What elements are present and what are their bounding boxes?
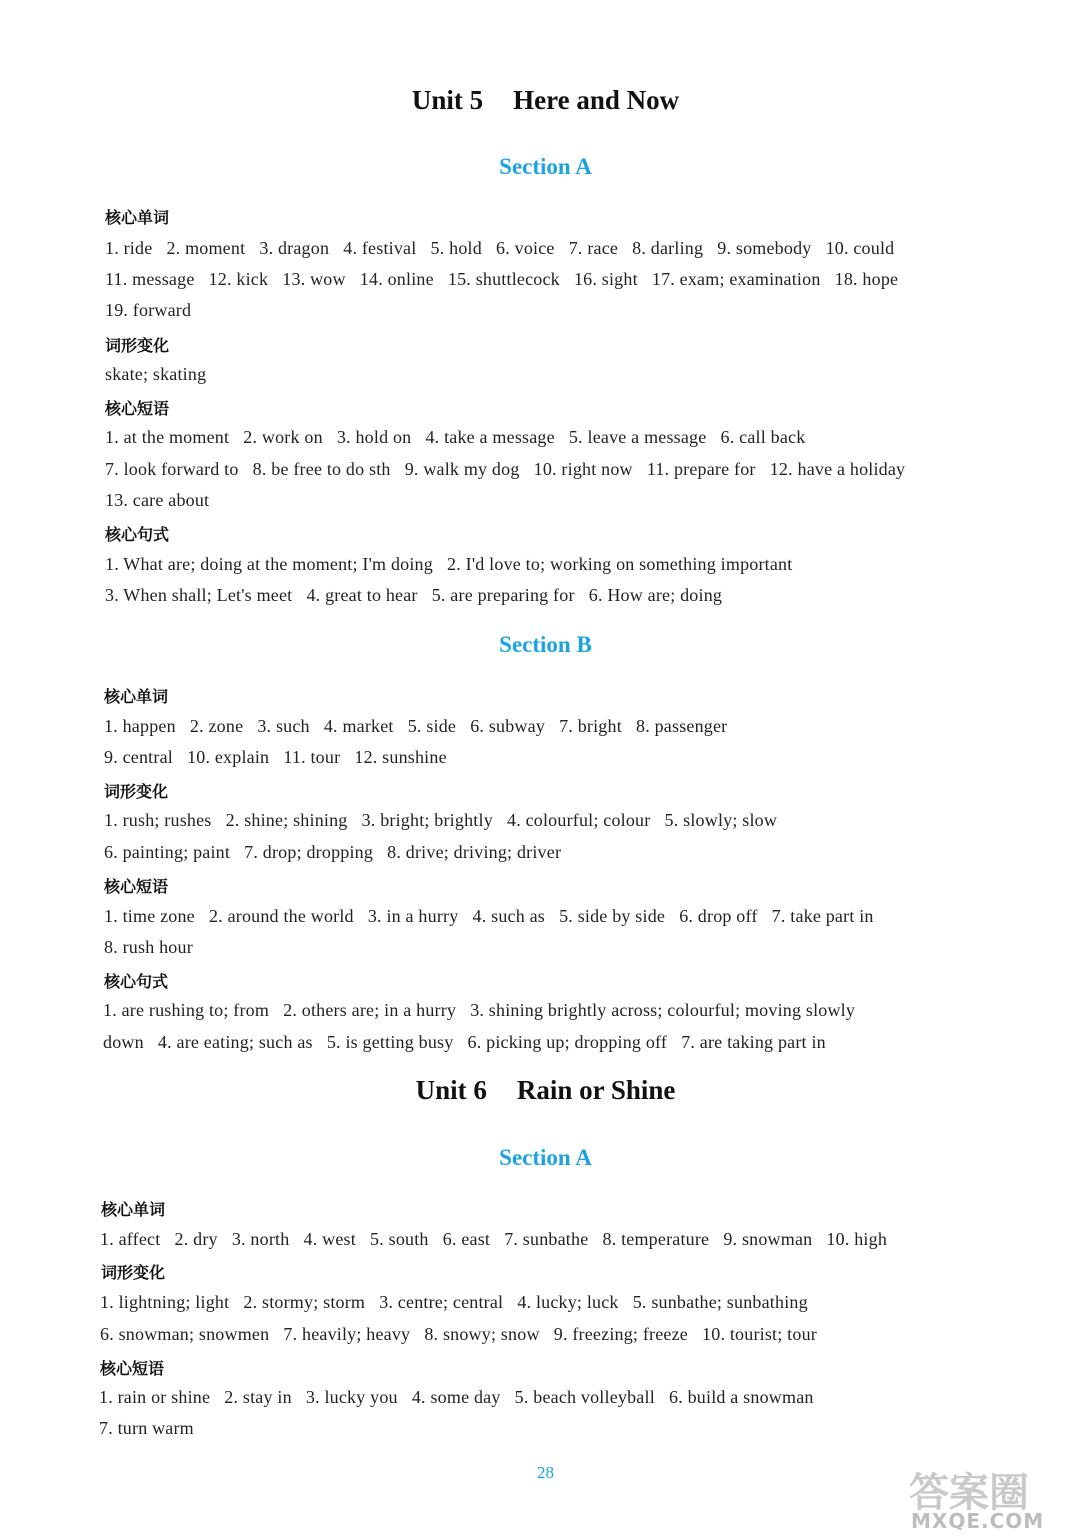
block-label: 词形变化 (101, 1263, 166, 1282)
block-label: 核心单词 (104, 687, 169, 706)
answer-line: 6. painting; paint 7. drop; dropping 8. drive; driving; driver (104, 842, 562, 862)
watermark-glyphs: 答案圈 (909, 1470, 1029, 1516)
answer-line: 9. central 10. explain 11. tour 12. sunshine (104, 747, 447, 767)
unit-6-title (0, 1075, 1091, 1106)
answer-line: 7. look forward to 8. be free to do sth 9. walk my dog 10. right now 11. prepare for 12. have a holiday (105, 459, 906, 479)
unit-5-section-b-title: Section B (499, 632, 592, 657)
answer-line: 1. rush; rushes 2. shine; shining 3. bright; brightly 4. colourful; colour 5. slowly; slow (104, 810, 778, 830)
page-number: 28 (537, 1463, 554, 1482)
block-label: 核心单词 (101, 1200, 166, 1219)
answer-line: 1. rain or shine 2. stay in 3. lucky you 4. some day 5. beach volleyball 6. build a snowman (99, 1387, 814, 1407)
answer-line: 13. care about (105, 490, 210, 510)
watermark-logo (903, 1466, 1083, 1530)
block-label: 核心句式 (104, 972, 169, 991)
answer-line: 1. What are; doing at the moment; I'm doing 2. I'd love to; working on something important (105, 554, 793, 574)
unit-number: Unit 5 (411, 85, 484, 115)
answer-line: 8. rush hour (104, 937, 193, 957)
answer-line: 6. snowman; snowmen 7. heavily; heavy 8. snowy; snow 9. freezing; freeze 10. tourist; tour (100, 1324, 817, 1344)
answer-line: 1. happen 2. zone 3. such 4. market 5. side 6. subway 7. bright 8. passenger (104, 716, 728, 736)
answer-line: skate; skating (105, 364, 207, 384)
unit-6-section-a-title: Section A (499, 1145, 592, 1170)
answer-line: 1. ride 2. moment 3. dragon 4. festival 5. hold 6. voice 7. race 8. darling 9. somebody 10. could (105, 238, 895, 258)
unit-name: Here and Now (513, 85, 680, 115)
answer-line: 11. message 12. kick 13. wow 14. online 15. shuttlecock 16. sight 17. exam; examination 18. hope (105, 269, 899, 289)
block-label: 核心句式 (105, 525, 170, 544)
block-label: 词形变化 (104, 782, 169, 801)
block-label: 核心短语 (104, 877, 169, 896)
unit-number: Unit 6 (415, 1075, 487, 1105)
unit-name: Rain or Shine (516, 1075, 676, 1105)
block-label: 核心短语 (105, 399, 170, 418)
watermark-url: MXQE.COM (911, 1509, 1045, 1530)
answer-line: 19. forward (105, 300, 192, 320)
answer-line: 1. affect 2. dry 3. north 4. west 5. south 6. east 7. sunbathe 8. temperature 9. snowman 10. high (100, 1229, 888, 1249)
answer-line: 7. turn warm (99, 1418, 194, 1438)
block-label: 核心单词 (105, 208, 170, 227)
block-label: 词形变化 (105, 336, 170, 355)
answer-line: 3. When shall; Let's meet 4. great to hear 5. are preparing for 6. How are; doing (105, 585, 723, 605)
answer-line: 1. lightning; light 2. stormy; storm 3. centre; central 4. lucky; luck 5. sunbathe; sunbathing (100, 1292, 808, 1312)
answer-line: 1. are rushing to; from 2. others are; in a hurry 3. shining brightly across; colourful; moving slowly (103, 1000, 856, 1020)
unit-5-section-a-title: Section A (499, 154, 592, 179)
unit-5-title (0, 85, 1091, 116)
answer-line: down 4. are eating; such as 5. is getting busy 6. picking up; dropping off 7. are taking part in (103, 1032, 826, 1052)
answer-line: 1. time zone 2. around the world 3. in a hurry 4. such as 5. side by side 6. drop off 7. take part in (104, 906, 874, 926)
block-label: 核心短语 (100, 1359, 165, 1378)
answer-line: 1. at the moment 2. work on 3. hold on 4. take a message 5. leave a message 6. call back (105, 427, 806, 447)
